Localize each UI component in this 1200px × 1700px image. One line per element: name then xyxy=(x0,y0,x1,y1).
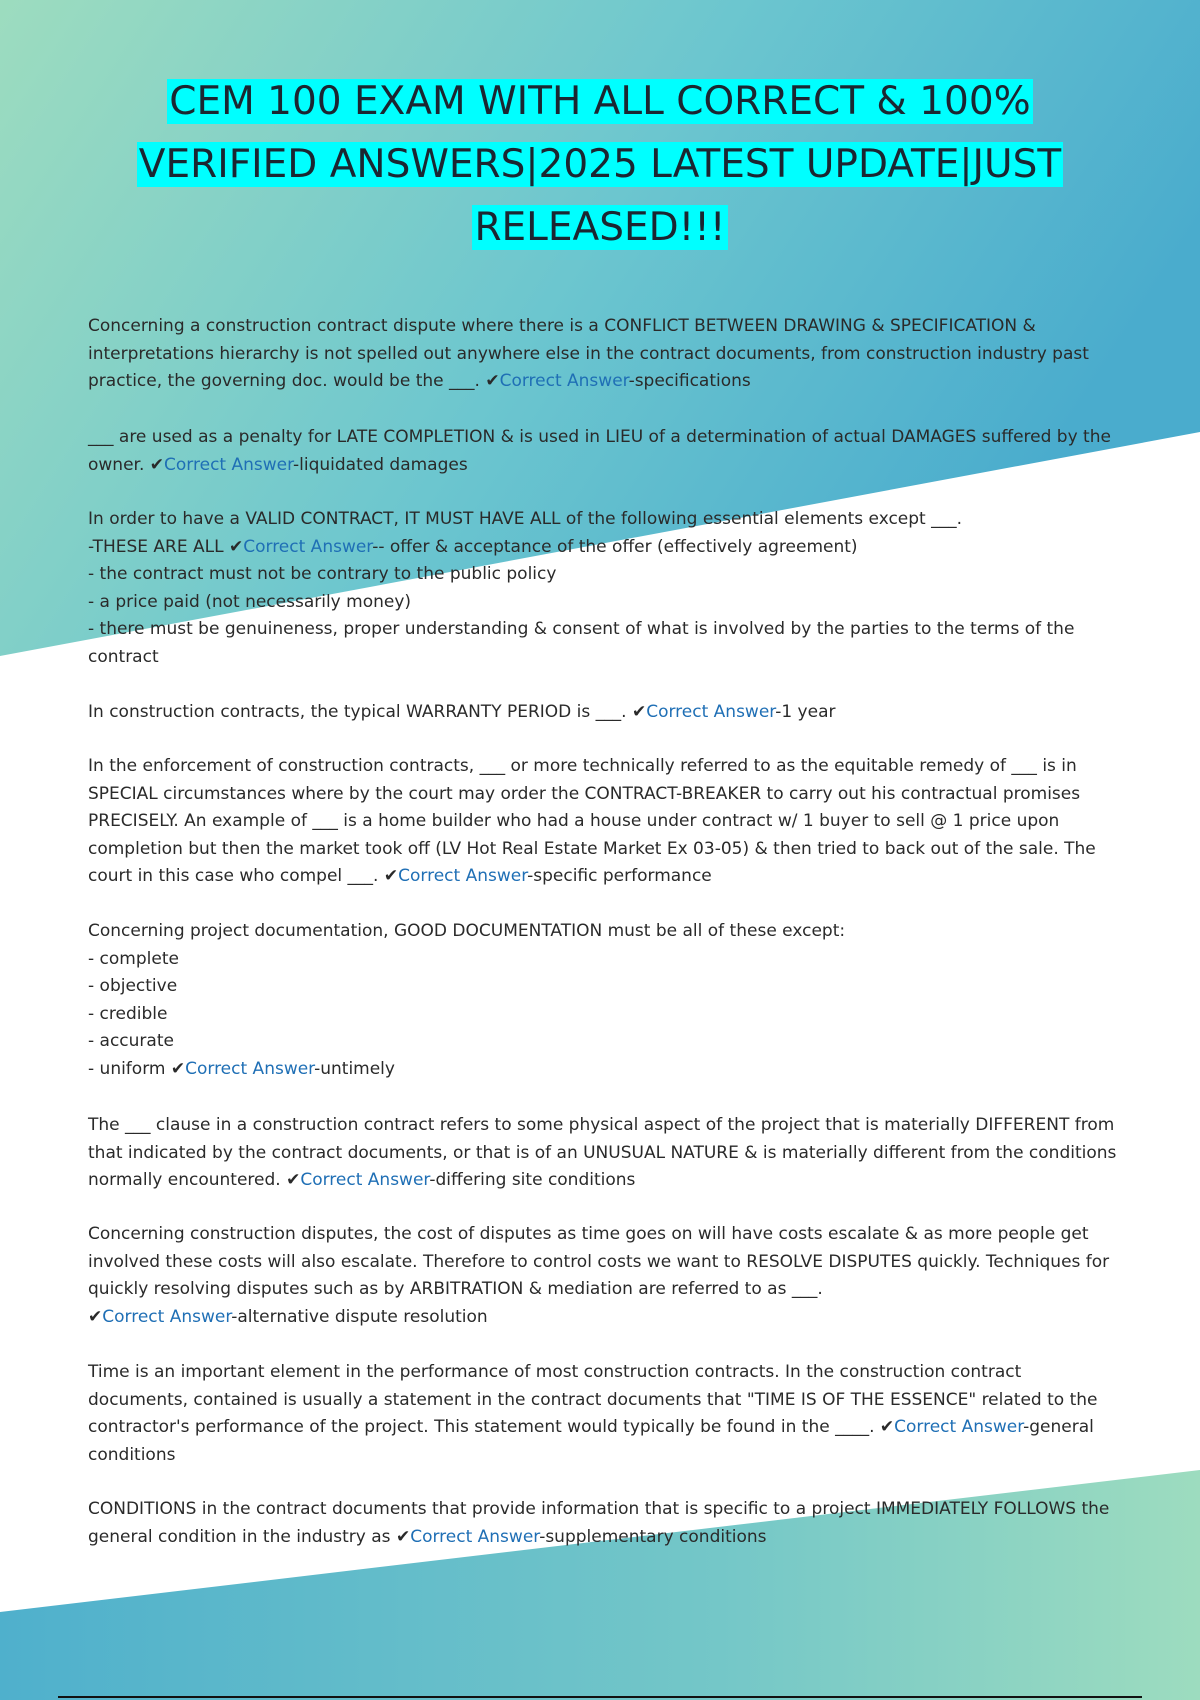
checkmark-icon: ✔ xyxy=(395,1526,411,1547)
answer-text: -untimely xyxy=(314,1058,395,1079)
checkmark-icon: ✔ xyxy=(286,1170,301,1190)
answer-text: -supplementary conditions xyxy=(539,1526,767,1547)
answer-text: -liquidated damages xyxy=(293,454,468,475)
question-text: CONDITIONS in the contract documents that provide information that is specific to a project IMMEDIATELY FOLLOWS the general condition in the industry as xyxy=(88,1499,1110,1547)
checkmark-icon: ✔ xyxy=(228,536,244,557)
checkmark-icon: ✔ xyxy=(485,371,500,391)
correct-answer-label: Correct Answer xyxy=(894,1417,1024,1437)
question-text: The ___ clause in a construction contract refers to some physical aspect of the project that is materially DIFFERENT from that indicated by the contract documents, or that is of an UNUSUAL NATURE & is materially different from the conditions normally encountered. xyxy=(88,1115,1117,1190)
answer-text: -1 year xyxy=(775,702,836,722)
correct-answer-label: Correct Answer xyxy=(499,371,629,391)
question-text: In order to have a VALID CONTRACT, IT MUST HAVE ALL of the following essential elements except ___. -THESE ARE ALL xyxy=(88,509,963,557)
document-title xyxy=(60,70,1140,259)
checkmark-icon: ✔ xyxy=(383,866,399,886)
answer-text: -specifications xyxy=(628,371,751,391)
correct-answer-label: Correct Answer xyxy=(410,1526,540,1547)
answer-text: -general conditions xyxy=(88,1417,1094,1465)
footer-rule xyxy=(58,1696,1142,1698)
correct-answer-label: Correct Answer xyxy=(646,702,776,722)
qa-item-4 xyxy=(88,699,1118,727)
question-text: In the enforcement of construction contracts, ___ or more technically referred to as the equitable remedy of ___ is in SPECIAL circumstances where by the court may order the CONTRACT-BREAKER to carry out his contractual promises PRECISELY. An example of ___ is a home builder who had a house under contract w/ 1 buyer to sell @ 1 price upon completion but then the market took off (LV Hot Real Estate Market Ex 03-05) & then tried to back out of the sale. The court in this case who compel ___. xyxy=(88,756,1096,886)
question-text: Concerning construction disputes, the cost of disputes as time goes on will have costs escalate & as more people get involved these costs will also escalate. Therefore to control costs we want to RESOLVE DISPUTES quickly. Techniques for quickly resolving disputes such as by ARBITRATION & mediation are referred to as ___. xyxy=(88,1224,1110,1299)
qa-item-10 xyxy=(88,1496,1118,1551)
question-text: ___ are used as a penalty for LATE COMPLETION & is used in LIEU of a determination of actual DAMAGES suffered by the owner. xyxy=(88,427,1111,475)
correct-answer-label: Correct Answer xyxy=(102,1306,232,1327)
title-line-2: VERIFIED ANSWERS|2025 LATEST UPDATE|JUST xyxy=(138,142,1062,187)
question-text: Concerning project documentation, GOOD DOCUMENTATION must be all of these except: - complete - objective - credible - accurate - uniform xyxy=(88,921,846,1079)
correct-answer-label: Correct Answer xyxy=(300,1170,430,1190)
qa-item-7 xyxy=(88,1112,1118,1195)
qa-item-9 xyxy=(88,1359,1118,1469)
title-line-3: RELEASED!!! xyxy=(474,205,726,250)
answer-text: -specific performance xyxy=(527,866,712,886)
correct-answer-label: Correct Answer xyxy=(185,1058,315,1079)
qa-item-8 xyxy=(88,1221,1118,1331)
question-text: Concerning a construction contract dispute where there is a CONFLICT BETWEEN DRAWING & SPECIFICATION & interpretations hierarchy is not spelled out anywhere else in the contract documents, from construction industry past practice, the governing doc. would be the ___. xyxy=(88,316,1089,391)
qa-item-6 xyxy=(88,918,1118,1083)
qa-item-1 xyxy=(88,313,1118,396)
answer-text: -differing site conditions xyxy=(429,1170,636,1190)
correct-answer-label: Correct Answer xyxy=(243,536,373,557)
checkmark-icon: ✔ xyxy=(879,1417,895,1437)
qa-item-2 xyxy=(88,424,1118,479)
answer-text: -- offer & acceptance of the offer (effectively agreement) - the contract must not be contrary to the public policy - a price paid (not necessarily money) - there must be genuineness, proper understanding & consent of what is involved by the parties to the terms of the contract xyxy=(88,536,1075,667)
title-line-1: CEM 100 EXAM WITH ALL CORRECT & 100% xyxy=(169,79,1031,124)
checkmark-icon: ✔ xyxy=(149,454,165,475)
checkmark-icon: ✔ xyxy=(170,1058,186,1079)
checkmark-icon: ✔ xyxy=(88,1306,103,1327)
correct-answer-label: Correct Answer xyxy=(398,866,528,886)
qa-item-5 xyxy=(88,753,1118,891)
checkmark-icon: ✔ xyxy=(631,702,647,722)
question-text: Time is an important element in the performance of most construction contracts. In the construction contract documents, contained is usually a statement in the contract documents that "TIME IS OF THE ESSENCE" related to the contractor's performance of the project. This statement would typically be found in the ____. xyxy=(88,1362,1098,1437)
question-text: In construction contracts, the typical WARRANTY PERIOD is ___. xyxy=(88,702,632,722)
correct-answer-label: Correct Answer xyxy=(164,454,294,475)
qa-item-3 xyxy=(88,506,1118,671)
answer-text: -alternative dispute resolution xyxy=(231,1306,488,1327)
